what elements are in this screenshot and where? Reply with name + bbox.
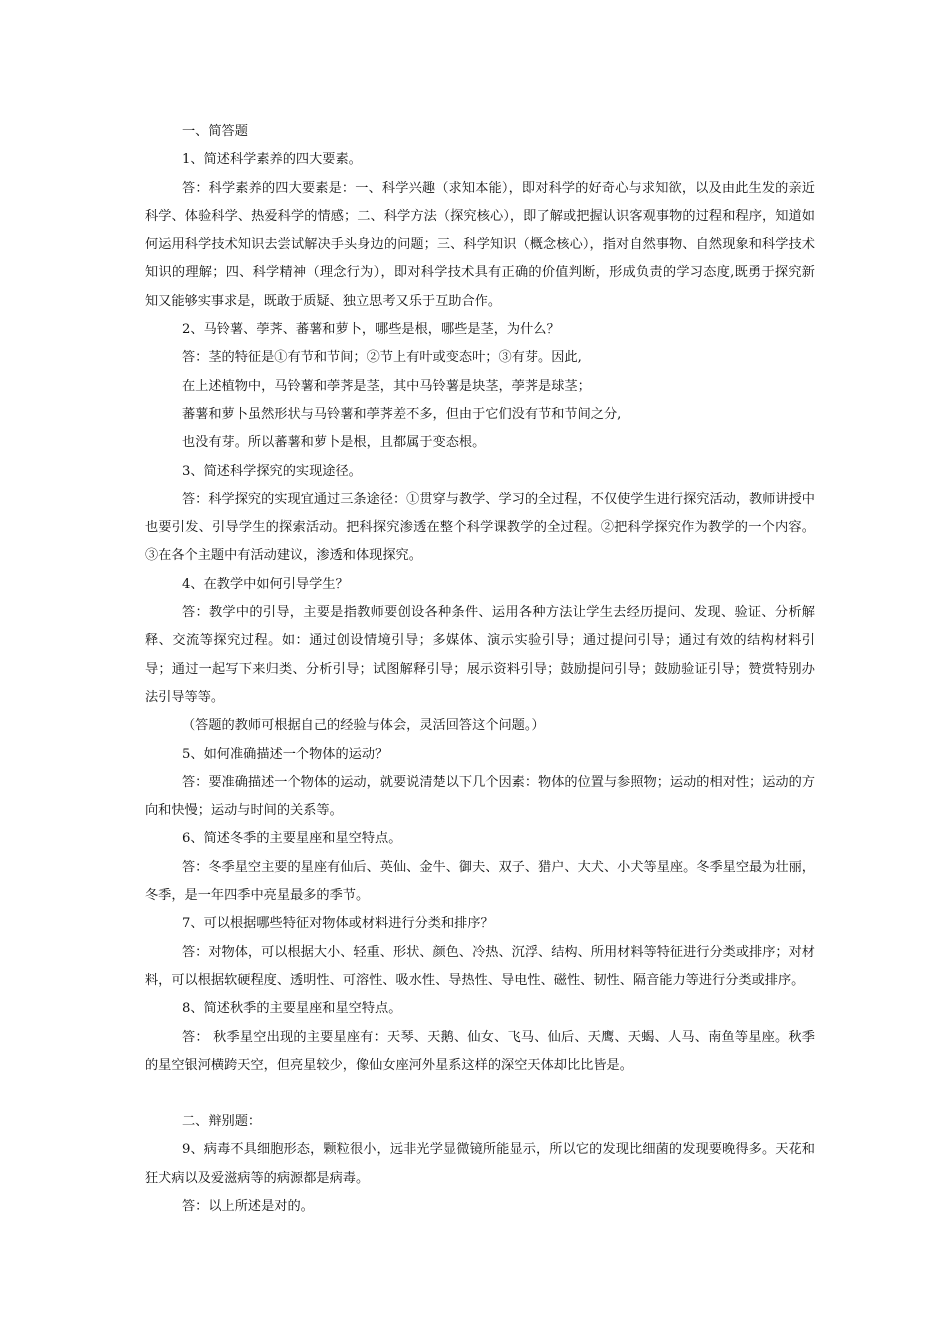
- question-7: 7、可以根据哪些特征对物体或材料进行分类和排序？: [182, 916, 494, 932]
- answer-2-line-1: 答：茎的特征是①有节和节间；②节上有叶或变态叶；③有芽。因此,: [182, 350, 582, 366]
- answer-5: 答：要准确描述一个物体的运动，就要说清楚以下几个因素：物体的位置与参照物；运动的相对性；运动的方向和快慢；运动与时间的关系等。: [145, 774, 815, 819]
- document-page: [145, 118, 815, 1221]
- answer-4: 答：教学中的引导，主要是指教师要创设各种条件、运用各种方法让学生去经历提问、发现、验证、分析解释、交流等探究过程。如：通过创设情境引导；多媒体、演示实验引导；通过提问引导；通过有效的结构材料引导；通过一起写下来归类、分析引导；试图解释引导；展示资料引导；鼓励提问引导；鼓励验证引导；赞赏特别办法引导等等。: [145, 605, 815, 705]
- answer-8: 答： 秋季星空出现的主要星座有：天琴、天鹅、仙女、飞马、仙后、天鹰、天蝎、人马、南鱼等星座。秋季的星空银河横跨天空，但亮星较少，像仙女座河外星系这样的深空天体却比比皆是。: [145, 1029, 815, 1073]
- answer-4-note: （答题的教师可根据自己的经验与体会，灵活回答这个问题。）: [182, 718, 545, 734]
- question-3: 3、简述科学探究的实现途径。: [182, 463, 362, 479]
- answer-3: 答：科学探究的实现宜通过三条途径：①贯穿与教学、学习的全过程，不仅使学生进行探究活动，教师讲授中也要引发、引导学生的探索活动。把科探究渗透在整个科学课教学的全过程。②把科学探究作为教学的一个内容。③在各个主题中有活动建议，渗透和体现探究。: [145, 491, 815, 564]
- answer-9: 答：以上所述是对的。: [182, 1198, 314, 1214]
- answer-2-line-2: 在上述植物中，马铃薯和荸荠是茎，其中马铃薯是块茎，荸荠是球茎；: [182, 378, 591, 394]
- question-6: 6、简述冬季的主要星座和星空特点。: [182, 831, 402, 847]
- question-2: 2、马铃薯、荸荠、蕃薯和萝卜，哪些是根，哪些是茎，为什么？: [182, 322, 560, 338]
- answer-6: 答：冬季星空主要的星座有仙后、英仙、金牛、御夫、双子、猎户、大犬、小犬等星座。冬季星空最为壮丽，冬季，是一年四季中亮星最多的季节。: [145, 859, 815, 904]
- question-8: 8、简述秋季的主要星座和星空特点。: [182, 1001, 402, 1017]
- answer-1: 答：科学素养的四大要素是：一、科学兴趣（求知本能），即对科学的好奇心与求知欲，以及由此生发的亲近科学、体验科学、热爱科学的情感；二、科学方法（探究核心），即了解或把握认识客观事物的过程和程序，知道如何运用科学技术知识去尝试解决手头身边的问题；三、科学知识（概念核心），指对自然事物、自然现象和科学技术知识的理解；四、科学精神（理念行为），即对科学技术具有正确的价值判断，形成负责的学习态度,既勇于探究新知又能够实事求是，既敢于质疑、独立思考又乐于互助合作。: [145, 180, 815, 309]
- question-9: 9、病毒不具细胞形态，颗粒很小，远非光学显微镜所能显示，所以它的发现比细菌的发现要晚得多。天花和狂犬病以及爱滋病等的病源都是病毒。: [145, 1142, 815, 1186]
- question-1: 1、简述科学素养的四大要素。: [182, 152, 362, 168]
- answer-7: 答：对物体，可以根据大小、轻重、形状、颜色、冷热、沉浮、结构、所用材料等特征进行分类或排序；对材料，可以根据软硬程度、透明性、可溶性、吸水性、导热性、导电性、磁性、韧性、隔音能力等进行分类或排序。: [145, 944, 815, 988]
- section-heading-short-answer: 一、简答题: [182, 124, 248, 139]
- section-gap: [145, 1080, 815, 1108]
- answer-2-line-3: 蕃薯和萝卜虽然形状与马铃薯和荸荠差不多，但由于它们没有节和节间之分,: [182, 406, 622, 422]
- answer-2-line-4: 也没有芽。所以蕃薯和萝卜是根，且都属于变态根。: [182, 435, 486, 451]
- question-5: 5、如何准确描述一个物体的运动？: [182, 746, 389, 762]
- question-4: 4、在教学中如何引导学生？: [182, 576, 349, 592]
- section-heading-judgement: 二、辩别题：: [182, 1114, 262, 1130]
